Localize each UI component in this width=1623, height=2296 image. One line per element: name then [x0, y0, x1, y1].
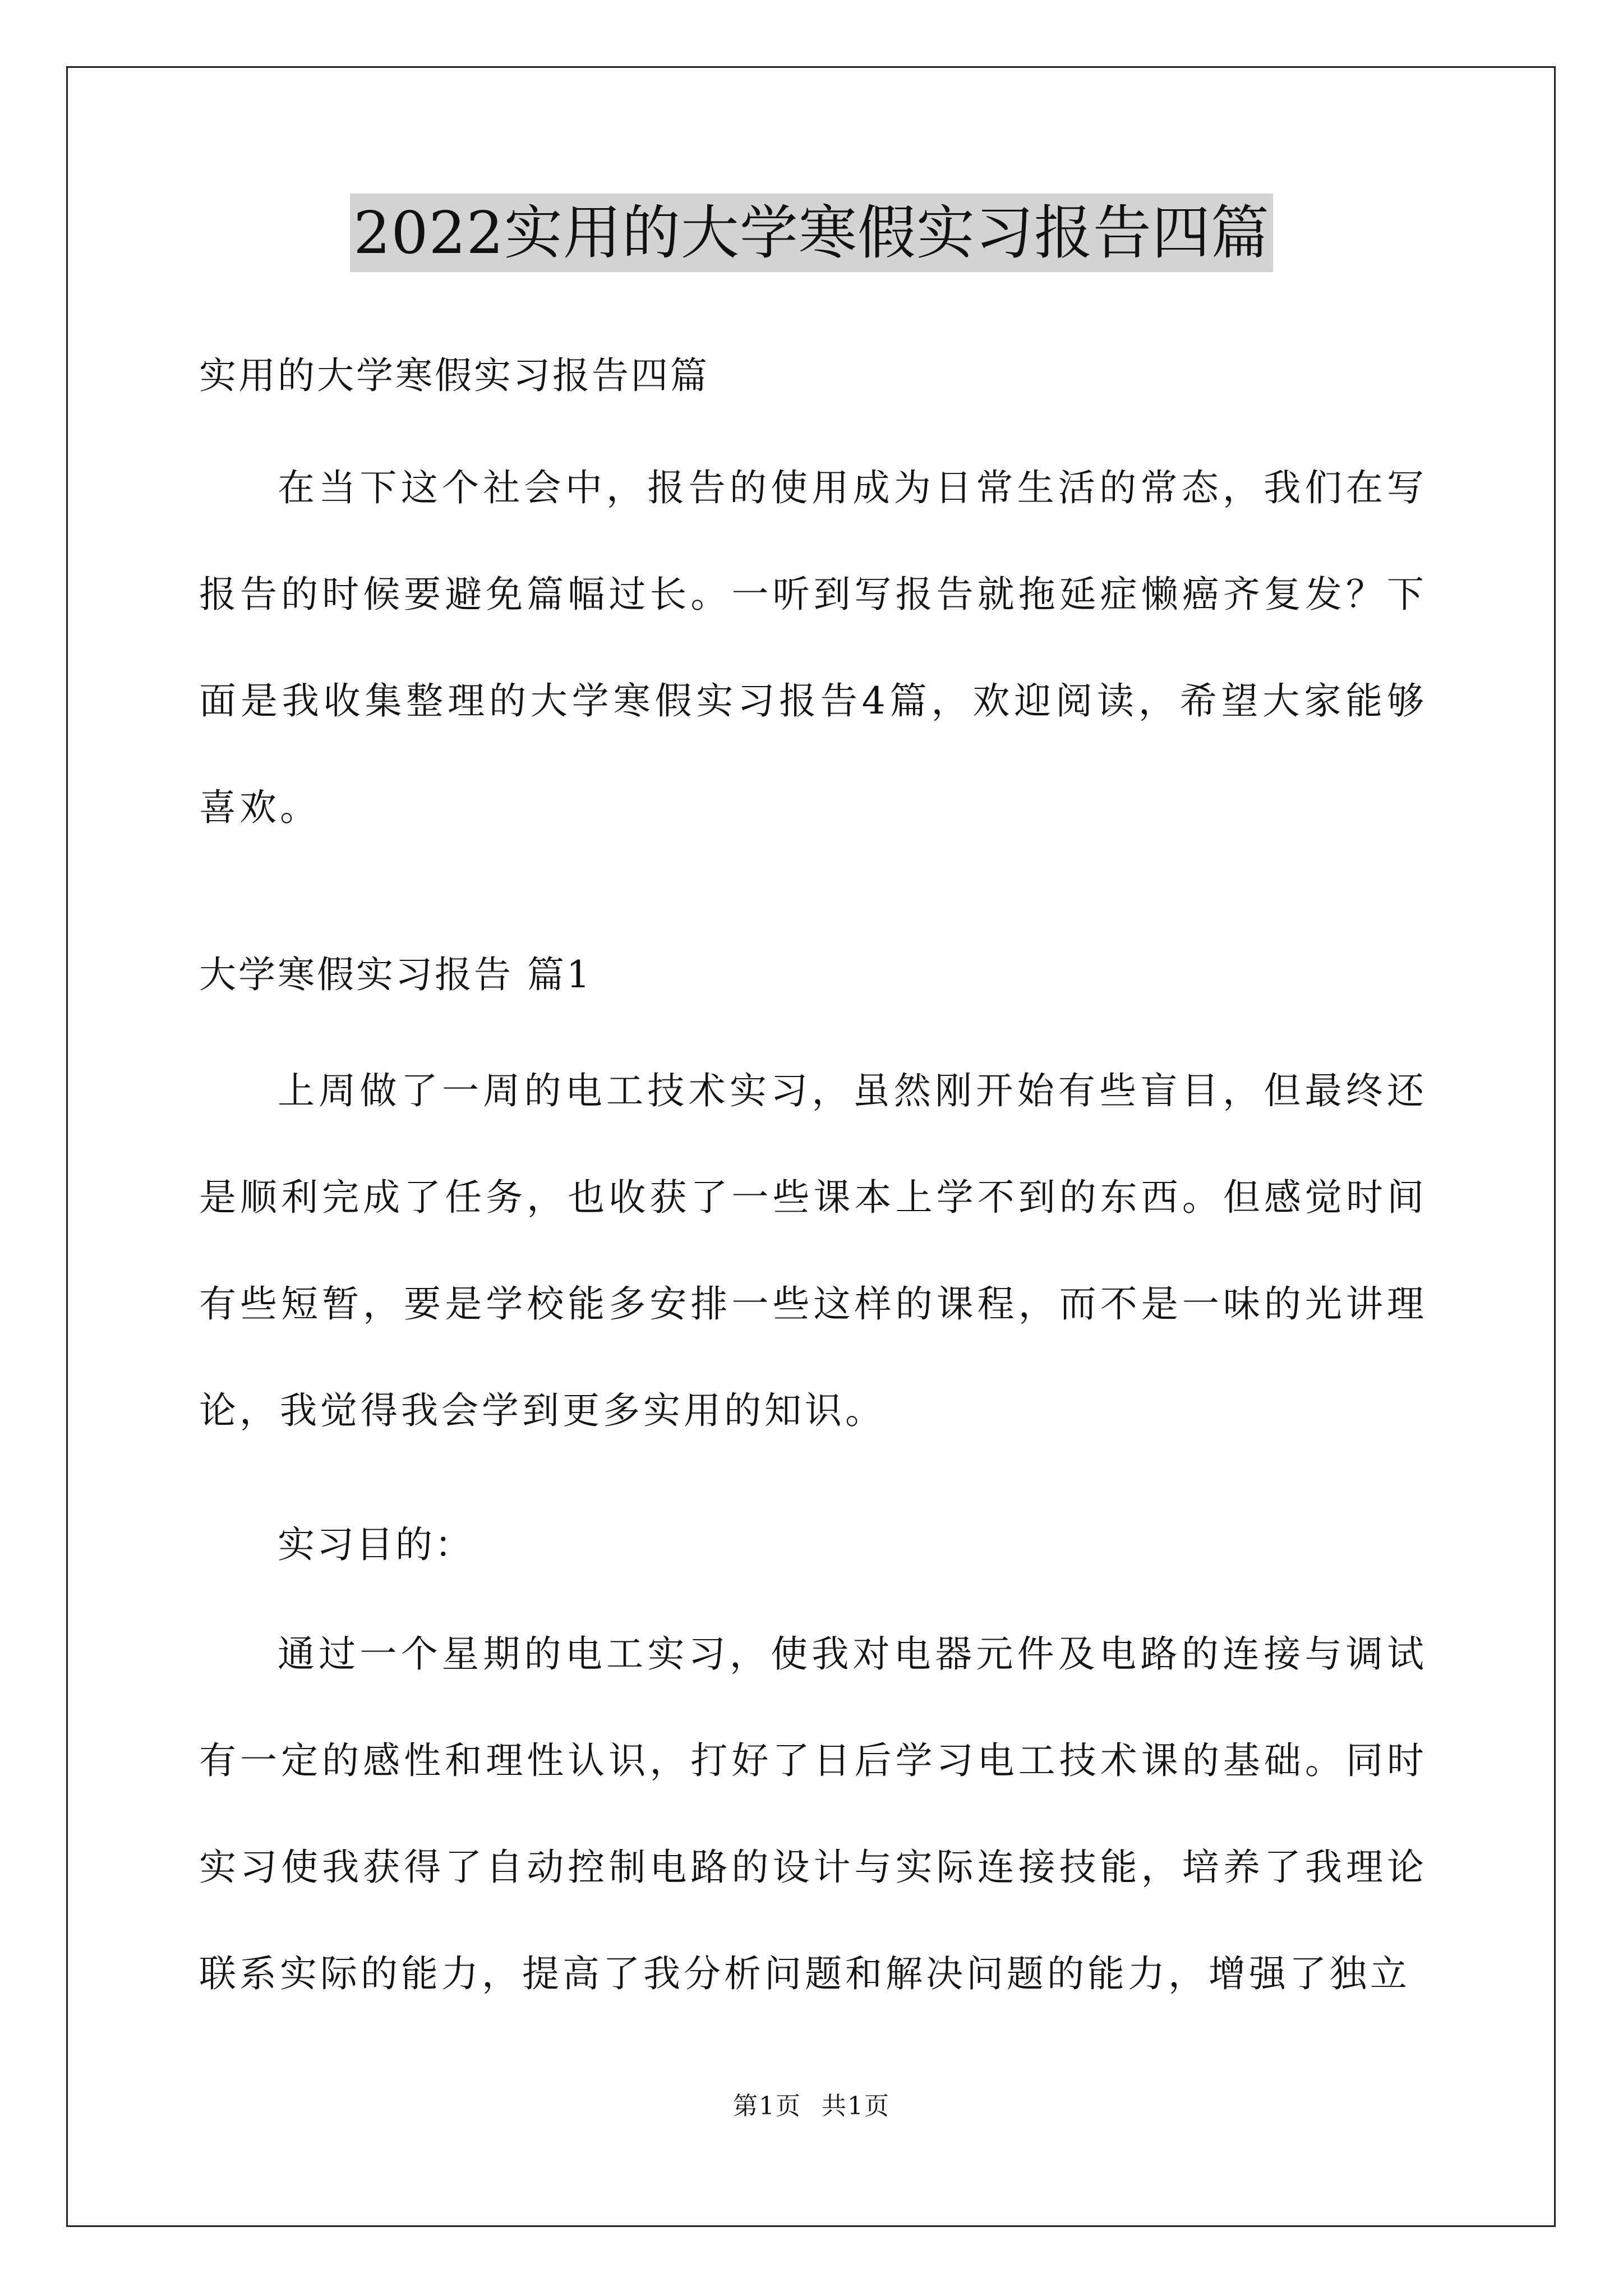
title-container	[0, 194, 1623, 272]
page-number: 第1页	[733, 2092, 801, 2120]
document-title: 2022实用的大学寒假实习报告四篇	[350, 194, 1273, 272]
page-total: 共1页	[822, 2092, 890, 2120]
paragraph-2: 通过一个星期的电工实习，使我对电器元件及电路的连接与调试有一定的感性和理性认识，打好了日后学习电工技术课的基础。同时实习使我获得了自动控制电路的设计与实际连接技能，培养了我理论联系实际的能力，提高了我分析问题和解决问题的能力，增强了独立	[199, 1632, 1427, 1995]
subtitle: 实用的大学寒假实习报告四篇	[199, 354, 709, 397]
page-footer	[0, 2090, 1623, 2123]
purpose-label: 实习目的：	[278, 1523, 474, 1566]
intro-paragraph: 在当下这个社会中，报告的使用成为日常生活的常态，我们在写报告的时候要避免篇幅过长。一听到写报告就拖延症懒癌齐复发？下面是我收集整理的大学寒假实习报告4篇，欢迎阅读，希望大家能够喜欢。	[199, 466, 1427, 829]
section-heading: 大学寒假实习报告 篇1	[199, 953, 592, 996]
paragraph-1: 上周做了一周的电工技术实习，虽然刚开始有些盲目，但最终还是顺利完成了任务，也收获了一些课本上学不到的东西。但感觉时间有些短暂，要是学校能多安排一些这样的课程，而不是一味的光讲理论，我觉得我会学到更多实用的知识。	[199, 1069, 1427, 1432]
